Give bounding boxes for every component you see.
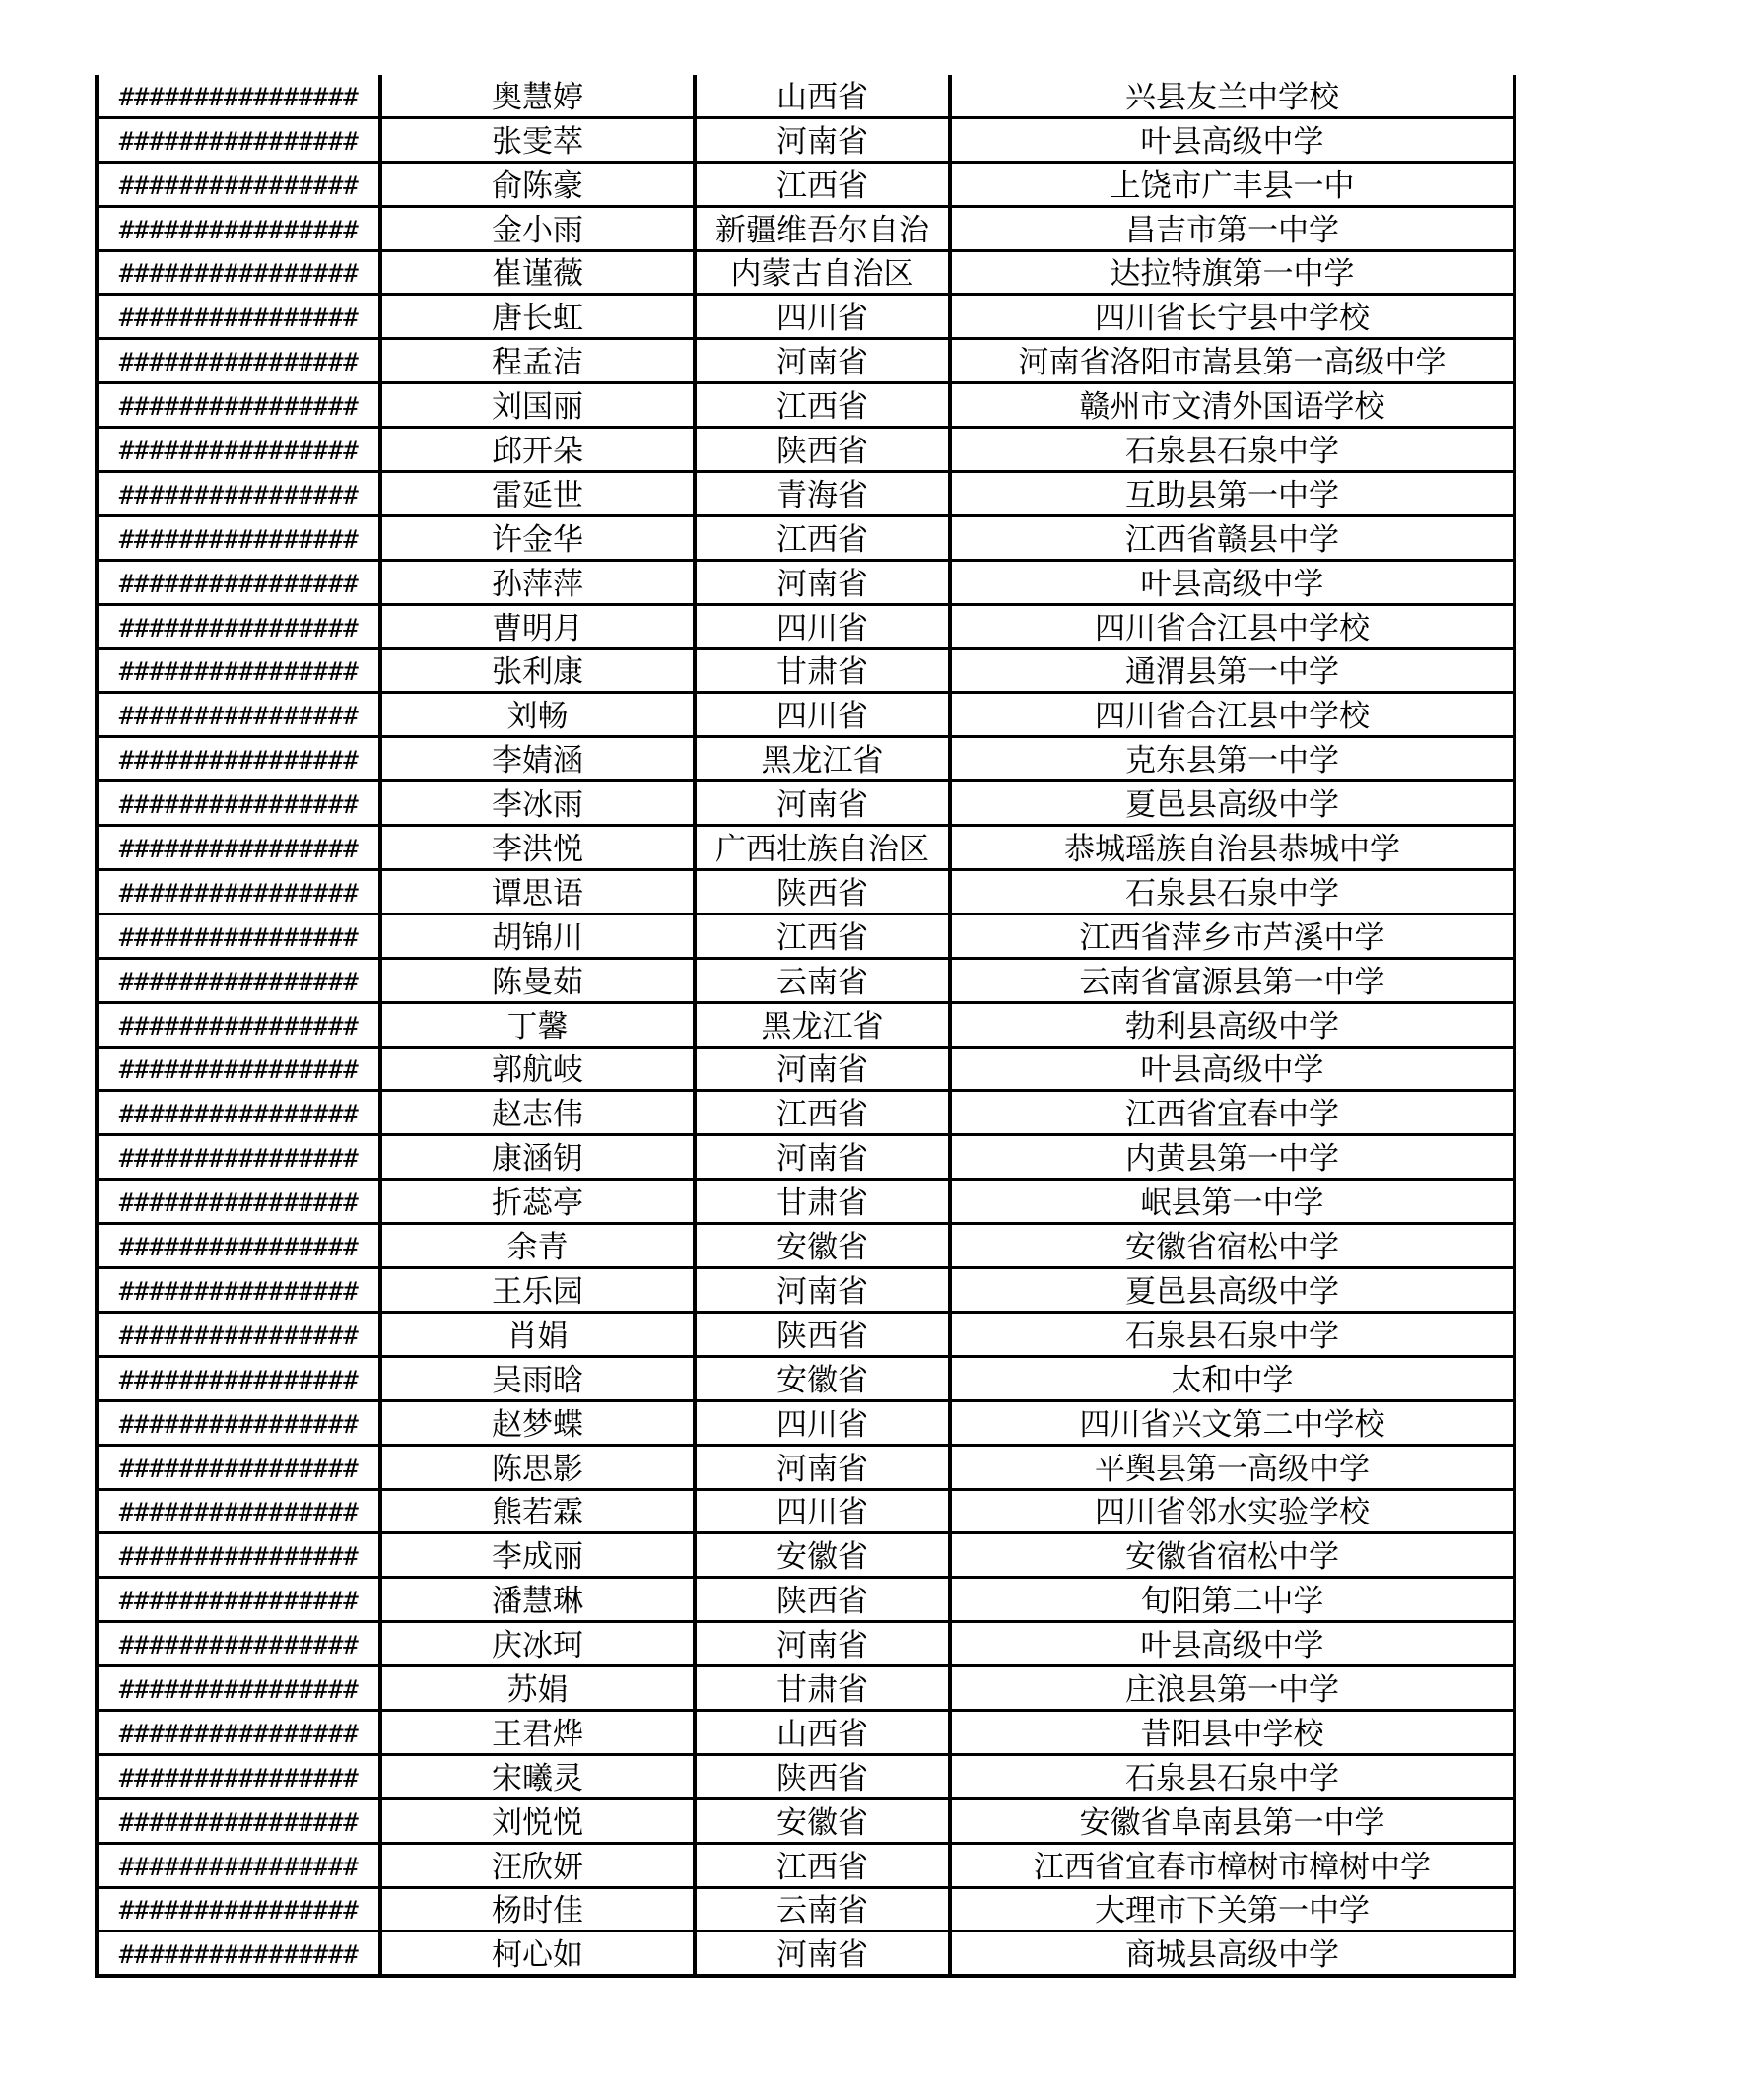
name-cell: 杨时佳 <box>380 1887 695 1931</box>
id-cell: ################ <box>97 1268 380 1313</box>
id-cell: ################ <box>97 1180 380 1224</box>
school-cell: 四川省兴文第二中学校 <box>950 1400 1515 1445</box>
school-cell: 勃利县高级中学 <box>950 1002 1515 1047</box>
school-cell: 太和中学 <box>950 1356 1515 1400</box>
name-cell: 郭航岐 <box>380 1047 695 1091</box>
school-cell: 大理市下关第一中学 <box>950 1887 1515 1931</box>
table-row <box>97 1002 1515 1047</box>
province-cell: 陕西省 <box>695 1754 950 1798</box>
name-cell: 汪欣妍 <box>380 1843 695 1887</box>
province-cell: 河南省 <box>695 1445 950 1489</box>
province-cell: 陕西省 <box>695 1312 950 1356</box>
province-cell: 新疆维吾尔自治 <box>695 206 950 250</box>
school-cell: 四川省邻水实验学校 <box>950 1489 1515 1533</box>
table-row <box>97 1666 1515 1711</box>
school-cell: 庄浪县第一中学 <box>950 1666 1515 1711</box>
school-cell: 昔阳县中学校 <box>950 1710 1515 1754</box>
name-cell: 赵梦蝶 <box>380 1400 695 1445</box>
table-row <box>97 781 1515 826</box>
name-cell: 张利康 <box>380 648 695 693</box>
province-cell: 甘肃省 <box>695 648 950 693</box>
school-cell: 安徽省阜南县第一中学 <box>950 1798 1515 1843</box>
name-cell: 吴雨晗 <box>380 1356 695 1400</box>
table-row <box>97 1887 1515 1931</box>
province-cell: 陕西省 <box>695 428 950 472</box>
table-row <box>97 295 1515 339</box>
id-cell: ################ <box>97 206 380 250</box>
table-row <box>97 737 1515 781</box>
id-cell: ################ <box>97 339 380 383</box>
id-cell: ################ <box>97 117 380 162</box>
name-cell: 丁馨 <box>380 1002 695 1047</box>
id-cell: ################ <box>97 1931 380 1976</box>
province-cell: 陕西省 <box>695 1578 950 1622</box>
province-cell: 山西省 <box>695 75 950 117</box>
id-cell: ################ <box>97 1843 380 1887</box>
name-cell: 康涵钥 <box>380 1135 695 1180</box>
school-cell: 旬阳第二中学 <box>950 1578 1515 1622</box>
id-cell: ################ <box>97 1400 380 1445</box>
id-cell: ################ <box>97 604 380 648</box>
school-cell: 四川省合江县中学校 <box>950 693 1515 737</box>
school-cell: 石泉县石泉中学 <box>950 1312 1515 1356</box>
name-cell: 刘国丽 <box>380 383 695 428</box>
name-cell: 潘慧琳 <box>380 1578 695 1622</box>
name-cell: 陈思影 <box>380 1445 695 1489</box>
id-cell: ################ <box>97 1622 380 1666</box>
school-cell: 江西省赣县中学 <box>950 515 1515 560</box>
school-cell: 江西省宜春中学 <box>950 1091 1515 1135</box>
name-cell: 刘畅 <box>380 693 695 737</box>
province-cell: 内蒙古自治区 <box>695 250 950 295</box>
province-cell: 四川省 <box>695 604 950 648</box>
name-cell: 李婧涵 <box>380 737 695 781</box>
name-cell: 折蕊亭 <box>380 1180 695 1224</box>
name-cell: 刘悦悦 <box>380 1798 695 1843</box>
school-cell: 四川省长宁县中学校 <box>950 295 1515 339</box>
name-cell: 庆冰珂 <box>380 1622 695 1666</box>
school-cell: 克东县第一中学 <box>950 737 1515 781</box>
school-cell: 兴县友兰中学校 <box>950 75 1515 117</box>
school-cell: 江西省萍乡市芦溪中学 <box>950 914 1515 958</box>
school-cell: 叶县高级中学 <box>950 560 1515 604</box>
school-cell: 石泉县石泉中学 <box>950 870 1515 915</box>
name-cell: 王乐园 <box>380 1268 695 1313</box>
province-cell: 四川省 <box>695 693 950 737</box>
id-cell: ################ <box>97 250 380 295</box>
id-cell: ################ <box>97 1887 380 1931</box>
table-row <box>97 826 1515 870</box>
name-cell: 孙萍萍 <box>380 560 695 604</box>
id-cell: ################ <box>97 1135 380 1180</box>
table-row <box>97 1312 1515 1356</box>
id-cell: ################ <box>97 1091 380 1135</box>
province-cell: 广西壮族自治区 <box>695 826 950 870</box>
province-cell: 河南省 <box>695 1047 950 1091</box>
school-cell: 恭城瑶族自治县恭城中学 <box>950 826 1515 870</box>
id-cell: ################ <box>97 1666 380 1711</box>
table-row <box>97 1798 1515 1843</box>
school-cell: 互助县第一中学 <box>950 472 1515 516</box>
province-cell: 河南省 <box>695 117 950 162</box>
province-cell: 陕西省 <box>695 870 950 915</box>
province-cell: 江西省 <box>695 162 950 206</box>
school-cell: 上饶市广丰县一中 <box>950 162 1515 206</box>
table-row <box>97 1931 1515 1976</box>
province-cell: 河南省 <box>695 560 950 604</box>
table-row <box>97 1135 1515 1180</box>
id-cell: ################ <box>97 1047 380 1091</box>
school-cell: 叶县高级中学 <box>950 1622 1515 1666</box>
province-cell: 安徽省 <box>695 1356 950 1400</box>
name-cell: 宋曦灵 <box>380 1754 695 1798</box>
id-cell: ################ <box>97 560 380 604</box>
province-cell: 甘肃省 <box>695 1180 950 1224</box>
id-cell: ################ <box>97 1312 380 1356</box>
id-cell: ################ <box>97 693 380 737</box>
school-cell: 安徽省宿松中学 <box>950 1224 1515 1268</box>
id-cell: ################ <box>97 1224 380 1268</box>
name-cell: 崔谨薇 <box>380 250 695 295</box>
school-cell: 云南省富源县第一中学 <box>950 958 1515 1002</box>
province-cell: 四川省 <box>695 295 950 339</box>
table-row <box>97 1622 1515 1666</box>
name-cell: 苏娟 <box>380 1666 695 1711</box>
school-cell: 河南省洛阳市嵩县第一高级中学 <box>950 339 1515 383</box>
province-cell: 安徽省 <box>695 1798 950 1843</box>
school-cell: 叶县高级中学 <box>950 117 1515 162</box>
province-cell: 江西省 <box>695 1843 950 1887</box>
province-cell: 黑龙江省 <box>695 737 950 781</box>
school-cell: 昌吉市第一中学 <box>950 206 1515 250</box>
school-cell: 石泉县石泉中学 <box>950 428 1515 472</box>
id-cell: ################ <box>97 914 380 958</box>
id-cell: ################ <box>97 472 380 516</box>
name-cell: 金小雨 <box>380 206 695 250</box>
school-cell: 商城县高级中学 <box>950 1931 1515 1976</box>
province-cell: 河南省 <box>695 339 950 383</box>
table-row <box>97 1533 1515 1578</box>
name-cell: 谭思语 <box>380 870 695 915</box>
id-cell: ################ <box>97 428 380 472</box>
name-cell: 雷延世 <box>380 472 695 516</box>
province-cell: 河南省 <box>695 1622 950 1666</box>
name-cell: 曹明月 <box>380 604 695 648</box>
table-row <box>97 1710 1515 1754</box>
name-cell: 胡锦川 <box>380 914 695 958</box>
id-cell: ################ <box>97 162 380 206</box>
table-body <box>97 75 1515 1976</box>
name-cell: 熊若霖 <box>380 1489 695 1533</box>
name-cell: 王君烨 <box>380 1710 695 1754</box>
table-row <box>97 117 1515 162</box>
table-row <box>97 1224 1515 1268</box>
province-cell: 黑龙江省 <box>695 1002 950 1047</box>
id-cell: ################ <box>97 295 380 339</box>
province-cell: 安徽省 <box>695 1224 950 1268</box>
name-cell: 陈曼茹 <box>380 958 695 1002</box>
id-cell: ################ <box>97 1578 380 1622</box>
table-row <box>97 914 1515 958</box>
table-row <box>97 75 1515 117</box>
province-cell: 河南省 <box>695 781 950 826</box>
table-row <box>97 1489 1515 1533</box>
name-cell: 肖娟 <box>380 1312 695 1356</box>
province-cell: 江西省 <box>695 383 950 428</box>
table-row <box>97 383 1515 428</box>
school-cell: 达拉特旗第一中学 <box>950 250 1515 295</box>
name-cell: 程孟洁 <box>380 339 695 383</box>
school-cell: 通渭县第一中学 <box>950 648 1515 693</box>
id-cell: ################ <box>97 737 380 781</box>
name-cell: 李洪悦 <box>380 826 695 870</box>
name-cell: 李成丽 <box>380 1533 695 1578</box>
school-cell: 内黄县第一中学 <box>950 1135 1515 1180</box>
province-cell: 云南省 <box>695 1887 950 1931</box>
table-row <box>97 1578 1515 1622</box>
id-cell: ################ <box>97 870 380 915</box>
province-cell: 安徽省 <box>695 1533 950 1578</box>
province-cell: 云南省 <box>695 958 950 1002</box>
province-cell: 山西省 <box>695 1710 950 1754</box>
school-cell: 四川省合江县中学校 <box>950 604 1515 648</box>
table-row <box>97 560 1515 604</box>
table-row <box>97 1047 1515 1091</box>
name-cell: 奥慧婷 <box>380 75 695 117</box>
id-cell: ################ <box>97 1798 380 1843</box>
name-cell: 赵志伟 <box>380 1091 695 1135</box>
school-cell: 石泉县石泉中学 <box>950 1754 1515 1798</box>
province-cell: 青海省 <box>695 472 950 516</box>
province-cell: 四川省 <box>695 1400 950 1445</box>
school-cell: 赣州市文清外国语学校 <box>950 383 1515 428</box>
province-cell: 河南省 <box>695 1135 950 1180</box>
id-cell: ################ <box>97 826 380 870</box>
id-cell: ################ <box>97 1710 380 1754</box>
school-cell: 夏邑县高级中学 <box>950 1268 1515 1313</box>
province-cell: 四川省 <box>695 1489 950 1533</box>
name-cell: 李冰雨 <box>380 781 695 826</box>
id-cell: ################ <box>97 1445 380 1489</box>
school-cell: 江西省宜春市樟树市樟树中学 <box>950 1843 1515 1887</box>
table-row <box>97 1268 1515 1313</box>
school-cell: 叶县高级中学 <box>950 1047 1515 1091</box>
province-cell: 河南省 <box>695 1931 950 1976</box>
id-cell: ################ <box>97 1489 380 1533</box>
table-row <box>97 162 1515 206</box>
id-cell: ################ <box>97 958 380 1002</box>
table-row <box>97 206 1515 250</box>
school-cell: 安徽省宿松中学 <box>950 1533 1515 1578</box>
province-cell: 江西省 <box>695 914 950 958</box>
id-cell: ################ <box>97 648 380 693</box>
name-cell: 俞陈豪 <box>380 162 695 206</box>
table-row <box>97 693 1515 737</box>
table-row <box>97 1445 1515 1489</box>
id-cell: ################ <box>97 75 380 117</box>
table-row <box>97 648 1515 693</box>
table-row <box>97 428 1515 472</box>
table-row <box>97 515 1515 560</box>
table-row <box>97 250 1515 295</box>
province-cell: 河南省 <box>695 1268 950 1313</box>
table-row <box>97 870 1515 915</box>
name-cell: 余青 <box>380 1224 695 1268</box>
table-row <box>97 604 1515 648</box>
school-cell: 夏邑县高级中学 <box>950 781 1515 826</box>
province-cell: 江西省 <box>695 1091 950 1135</box>
school-cell: 岷县第一中学 <box>950 1180 1515 1224</box>
id-cell: ################ <box>97 1002 380 1047</box>
name-cell: 张雯萃 <box>380 117 695 162</box>
province-cell: 甘肃省 <box>695 1666 950 1711</box>
table-row <box>97 1754 1515 1798</box>
school-cell: 平舆县第一高级中学 <box>950 1445 1515 1489</box>
province-cell: 江西省 <box>695 515 950 560</box>
table-row <box>97 1091 1515 1135</box>
table-row <box>97 1356 1515 1400</box>
id-cell: ################ <box>97 383 380 428</box>
id-cell: ################ <box>97 1754 380 1798</box>
student-list-table <box>95 75 1516 1978</box>
id-cell: ################ <box>97 781 380 826</box>
table-row <box>97 958 1515 1002</box>
table-row <box>97 339 1515 383</box>
id-cell: ################ <box>97 515 380 560</box>
name-cell: 唐长虹 <box>380 295 695 339</box>
id-cell: ################ <box>97 1356 380 1400</box>
table-row <box>97 1400 1515 1445</box>
id-cell: ################ <box>97 1533 380 1578</box>
table-row <box>97 1843 1515 1887</box>
name-cell: 柯心如 <box>380 1931 695 1976</box>
table-row <box>97 1180 1515 1224</box>
name-cell: 许金华 <box>380 515 695 560</box>
name-cell: 邱开朵 <box>380 428 695 472</box>
table-row <box>97 472 1515 516</box>
